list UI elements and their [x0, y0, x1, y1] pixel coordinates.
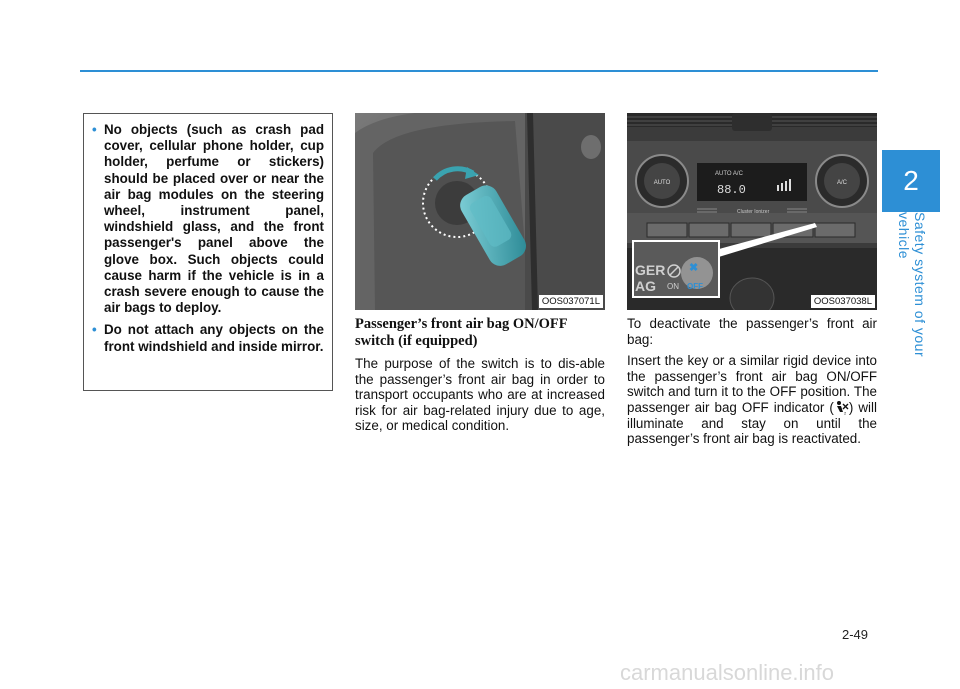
climate-panel-illustration	[627, 113, 877, 310]
knob-left-label: AUTO	[653, 180, 671, 186]
section-heading: Passenger’s front air bag ON/OFF switch (if equipped)	[355, 316, 568, 349]
svg-text:AG: AG	[635, 278, 656, 294]
figure-code: OOS037071L	[539, 295, 603, 308]
inset-off-label: OFF	[687, 282, 703, 291]
knob-right-label: A/C	[836, 180, 848, 186]
warning-box	[83, 113, 333, 391]
instruction-text-2: ) will illuminate and stay on until the passenger’s front air bag is reactivated.	[627, 399, 877, 447]
inset-gerag-text: GER	[635, 262, 666, 278]
warning-bullet: • No objects (such as crash pad cover, cellular phone holder, cup holder, perfume or stickers) should be placed over or near the air bag modules on the steering wheel, instrument panel, windshield glass, and the front passenger's panel above the glove box. Such objects could cause harm if the vehicle is in a crash severe enough to cause the air bags to deploy.	[92, 122, 324, 316]
passenger-airbag-off-icon	[834, 400, 849, 415]
figure-airbag-switch	[355, 113, 605, 310]
chapter-number: 2	[903, 165, 919, 196]
airbag-switch-illustration	[355, 113, 605, 310]
figure-climate-panel	[627, 113, 877, 310]
chapter-tab	[882, 150, 940, 212]
section-body: The purpose of the switch is to dis-able the passenger’s front air bag in order to transport occupants who are at increased risk for air bag-related injury due to age, size, or medical condition.	[355, 356, 605, 434]
display-temp: 88.0	[717, 183, 746, 197]
instruction-text-1: Insert the key or a similar rigid device into the passenger’s front air bag ON/OFF switch and turn it to the OFF position. The passenger air bag OFF indicator (	[627, 353, 877, 415]
instructions-column	[627, 316, 877, 453]
chapter-title: Safety system of your vehicle	[896, 212, 928, 358]
instruction-body	[627, 353, 877, 447]
instruction-intro: To deactivate the passenger’s front air bag:	[627, 316, 877, 347]
section-column	[355, 316, 605, 440]
inset-on-label: ON	[667, 282, 679, 291]
page-number: 2-49	[842, 627, 869, 642]
figure-code: OOS037038L	[811, 295, 875, 308]
warning-list	[92, 122, 324, 355]
display-text: AUTO A/C	[715, 171, 743, 177]
cluster-label: Cluster Ionizer	[737, 209, 770, 215]
watermark: carmanualsonline.info	[620, 660, 835, 685]
airbag-off-icon: ✖	[689, 262, 699, 274]
header-rule	[80, 70, 878, 72]
warning-bullet: • Do not attach any objects on the front windshield and inside mirror.	[92, 322, 324, 354]
svg-text:2: 2	[843, 410, 847, 415]
